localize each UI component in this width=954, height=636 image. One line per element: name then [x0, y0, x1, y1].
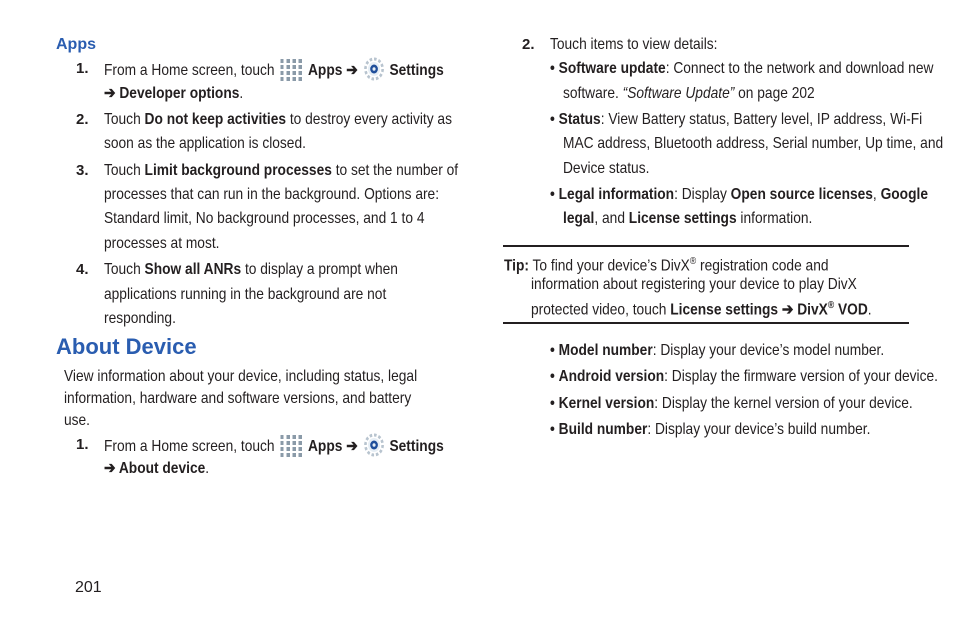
arrow: ➔ — [342, 438, 362, 455]
bullet-legal-line-2: legal, and License settings information. — [563, 210, 813, 227]
tip-line-3: protected video, touch License settings ➔ DivX® VOD. — [531, 300, 872, 319]
bullet-status-line-3: Device status. — [563, 160, 650, 177]
settings-label: Settings — [389, 438, 444, 455]
status-label: Status — [558, 111, 601, 128]
bullet-build-number: • Build number: Display your device’s build number. — [550, 421, 871, 438]
page-number: 201 — [75, 579, 102, 596]
step-number: 4. — [76, 261, 89, 278]
about-step-1-line-1: From a Home screen, touch Apps ➔ Settings — [104, 433, 444, 460]
kernel-version-label: Kernel version — [558, 395, 655, 412]
about-para-line-2: information, hardware and software versions, and battery — [64, 390, 412, 407]
step-1-line-1 — [104, 57, 444, 84]
apps-label: Apps — [307, 438, 343, 455]
bullet-kernel-version: • Kernel version: Display the kernel version of your device. — [550, 395, 913, 412]
bullet-android-version: • Android version: Display the firmware version of your device. — [550, 368, 938, 385]
bullet-status-line-2: MAC address, Bluetooth address, Serial number, Up time, and — [563, 135, 944, 152]
bullet-model-number: • Model number: Display your device’s model number. — [550, 342, 885, 359]
step-1-line-2: ➔ Developer options. — [104, 85, 244, 102]
right-step-2-text: Touch items to view details: — [550, 36, 718, 53]
apps-grid-icon — [280, 57, 302, 81]
bullet-legal-line-1: • Legal information: Display Open source licenses, Google — [550, 186, 928, 203]
about-para-line-1: View information about your device, including status, legal — [64, 368, 418, 385]
step-3-line-1: Touch Limit background processes to set the number of — [104, 162, 459, 179]
step-3-line-3: Standard limit, No background processes, and 1 to 4 — [104, 210, 425, 227]
tip-line-2: information about registering your device to play DivX — [531, 276, 857, 293]
bullet-software-update-line-2: software. “Software Update” on page 202 — [563, 85, 815, 102]
apps-label: Apps — [307, 62, 343, 79]
settings-label: Settings — [389, 62, 444, 79]
step-2-line-1: Touch Do not keep activities to destroy every activity as — [104, 111, 452, 128]
step-3-line-4: processes at most. — [104, 235, 220, 252]
bullet-software-update-line-1: • Software update: Connect to the network and download new — [550, 60, 934, 77]
step-4-line-3: responding. — [104, 310, 176, 327]
settings-gear-icon — [363, 433, 384, 457]
apps-grid-icon — [280, 433, 302, 457]
about-para-line-3: use. — [64, 412, 91, 429]
limit-background-processes-label: Limit background processes — [144, 162, 332, 179]
about-step-1-line-2: ➔ About device. — [104, 460, 210, 477]
step-number: 1. — [76, 436, 89, 453]
model-number-label: Model number — [558, 342, 653, 359]
arrow: ➔ — [104, 460, 119, 477]
settings-gear-icon — [363, 57, 384, 81]
do-not-keep-activities-label: Do not keep activities — [144, 111, 287, 128]
software-update-label: Software update — [558, 60, 666, 77]
tip-top-rule — [503, 245, 909, 247]
developer-options-label: Developer options — [119, 85, 240, 102]
legal-information-label: Legal information — [558, 186, 675, 203]
tip-label: Tip: — [504, 257, 529, 275]
step-number: 3. — [76, 162, 89, 179]
step-number: 1. — [76, 60, 89, 77]
arrow: ➔ — [342, 62, 362, 79]
android-version-label: Android version — [558, 368, 665, 385]
bullet-status-line-1: • Status: View Battery status, Battery level, IP address, Wi-Fi — [550, 111, 923, 128]
build-number-label: Build number — [558, 421, 648, 438]
about-device-heading: About Device — [56, 334, 197, 359]
tip-line-1: Tip: To find your device’s DivX® registration code and — [504, 256, 829, 275]
arrow: ➔ — [104, 85, 120, 102]
step-3-line-2: processes that can run in the background. Options are: — [104, 186, 440, 203]
tip-bottom-rule — [503, 322, 909, 324]
step-text: From a Home screen, touch — [104, 62, 279, 79]
show-all-anrs-label: Show all ANRs — [144, 261, 242, 278]
step-4-line-1: Touch Show all ANRs to display a prompt when — [104, 261, 398, 278]
step-2-line-2: soon as the application is closed. — [104, 135, 306, 152]
step-number: 2. — [522, 36, 535, 53]
software-update-reference: “Software Update” — [622, 85, 735, 102]
apps-heading: Apps — [56, 36, 96, 53]
step-4-line-2: applications running in the background are not — [104, 286, 387, 303]
about-device-label: About device — [118, 460, 206, 477]
step-number: 2. — [76, 111, 89, 128]
